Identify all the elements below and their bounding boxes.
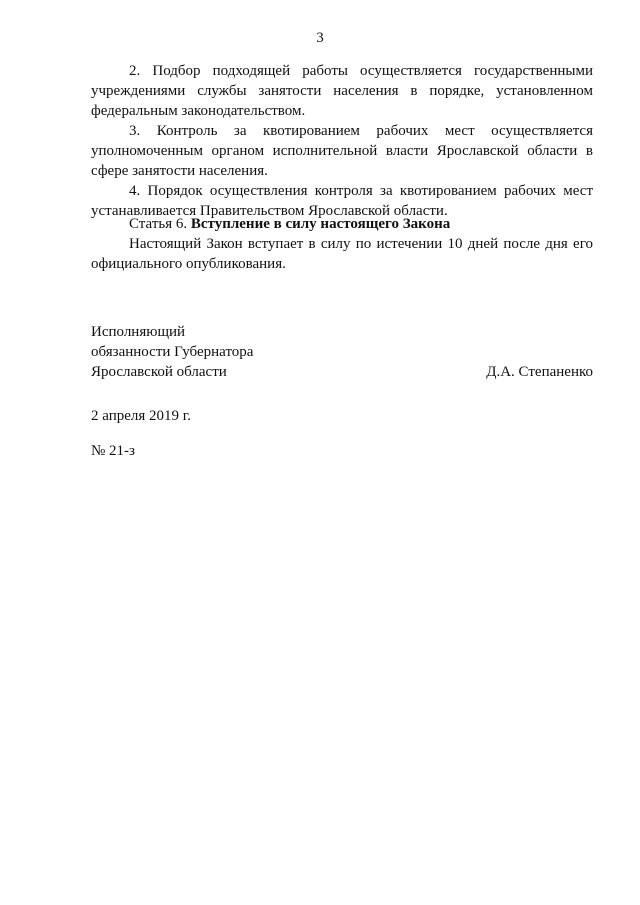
article-5-continuation xyxy=(91,61,593,221)
article-label: Статья 6. xyxy=(129,216,188,232)
document-number: № 21-з xyxy=(91,443,135,459)
signature-position-line-3: Ярославской области xyxy=(91,364,227,380)
page-number: 3 xyxy=(316,30,324,46)
article-heading xyxy=(91,214,593,234)
article-title: Вступление в силу настоящего Закона xyxy=(190,216,451,232)
signature-block xyxy=(91,322,593,382)
article-text: Настоящий Закон вступает в силу по истечении 10 дней после дня его официального опубликования. xyxy=(91,236,593,272)
paragraph-item-4: 4. Порядок осуществления контроля за квотированием рабочих мест устанавливается Правительством Ярославской области. xyxy=(91,183,593,219)
article-6 xyxy=(91,214,593,274)
signature-last-row xyxy=(91,362,593,382)
signatory-name: Д.А. Степаненко xyxy=(486,364,593,380)
signature-position-line-1: Исполняющий xyxy=(91,324,186,340)
signature-position-line-2: обязанности Губернатора xyxy=(91,344,254,360)
paragraph-item-2: 2. Подбор подходящей работы осуществляется государственными учреждениями службы занятости населения в порядке, установленном федеральным законодательством. xyxy=(91,63,593,119)
document-date: 2 апреля 2019 г. xyxy=(91,408,191,424)
paragraph-item-3: 3. Контроль за квотированием рабочих мест осуществляется уполномоченным органом исполнительной власти Ярославской области в сфере занятости населения. xyxy=(91,123,593,179)
